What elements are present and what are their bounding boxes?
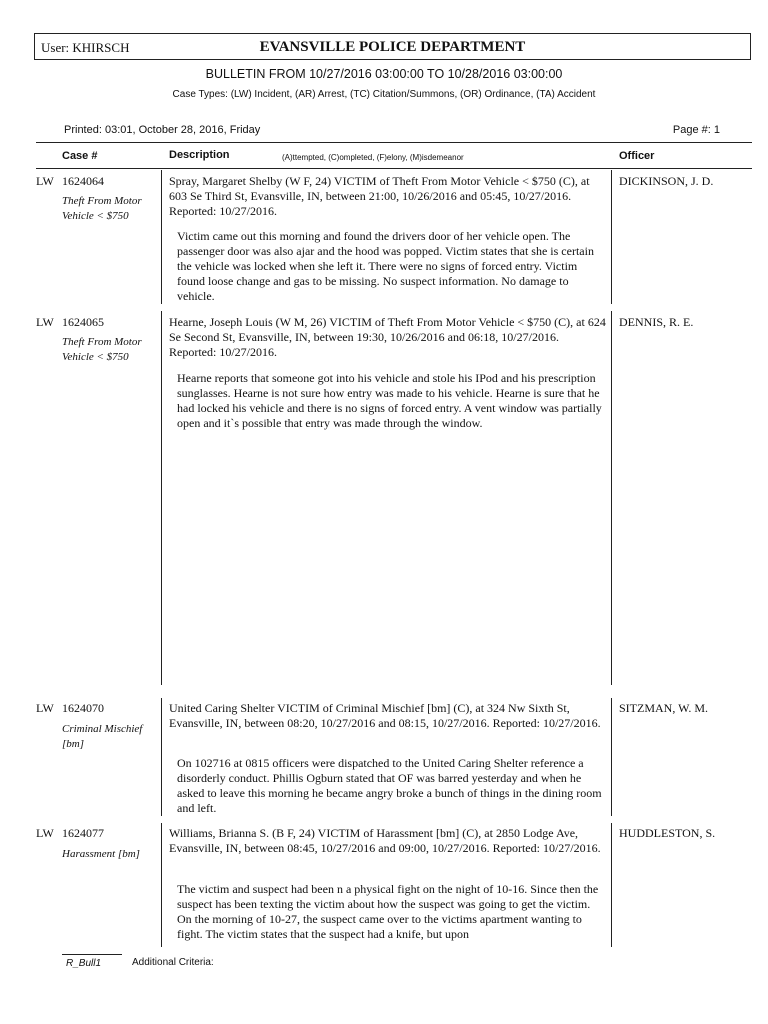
column-header-case: Case # <box>62 150 98 162</box>
divider-left-3 <box>161 698 162 816</box>
record-case-number: 1624064 <box>62 174 104 188</box>
record-offense: Harassment [bm] <box>62 848 140 860</box>
column-header-description: Description <box>169 149 230 161</box>
divider-left-4 <box>161 823 162 947</box>
record-officer: DENNIS, R. E. <box>619 315 694 329</box>
user-label: User: KHIRSCH <box>41 40 130 55</box>
record-case-number: 1624070 <box>62 701 104 715</box>
record-description: Spray, Margaret Shelby (W F, 24) VICTIM of Theft From Motor Vehicle < $750 (C), at 603 Se Third St, Evansville, IN, between 21:00, 10/26/2016 and 05:45, 10/27/2016. Reported: 10/27/2016. <box>169 174 590 218</box>
record-narrative: Victim came out this morning and found the drivers door of her vehicle open. The passenger door was also ajar and the hood was popped. Victim states that she is certain the vehicle was locked when she left it. There were no signs of forced entry. Victim found loose change and gas to be missing. No suspect information. No damage to vehicle. <box>177 229 594 303</box>
record-type: LW <box>36 701 54 715</box>
bulletin-range: BULLETIN FROM 10/27/2016 03:00:00 TO 10/28/2016 03:00:00 <box>205 67 563 81</box>
divider-right-4 <box>611 823 612 947</box>
page-number: Page #: 1 <box>672 124 720 136</box>
record-type: LW <box>36 315 54 329</box>
additional-criteria: Additional Criteria: <box>132 957 214 968</box>
record-officer: DICKINSON, J. D. <box>619 174 714 188</box>
report-header-box <box>34 33 751 60</box>
column-header-officer: Officer <box>619 150 655 162</box>
divider-left-1 <box>161 170 162 304</box>
divider-left-2 <box>161 311 162 685</box>
divider-right-2 <box>611 311 612 685</box>
case-types: Case Types: (LW) Incident, (AR) Arrest, (TC) Citation/Summons, (OR) Ordinance, (TA) Accident <box>172 89 596 100</box>
table-header-rule <box>36 168 752 169</box>
divider-right-1 <box>611 170 612 304</box>
record-officer: SITZMAN, W. M. <box>619 701 709 715</box>
divider-right-3 <box>611 698 612 816</box>
record-offense: Theft From Motor Vehicle < $750 <box>62 336 142 363</box>
record-narrative: Hearne reports that someone got into his vehicle and stole his IPod and his prescription sunglasses. Hearne is not sure how entry was made to his vehicle. Hearne is sure that he had locked his vehicle and there is no signs of forced entry. A vent window was partially open and it`s possible that entry was made through the window. <box>177 371 602 430</box>
record-narrative: On 102716 at 0815 officers were dispatched to the United Caring Shelter reference a disorderly conduct. Phillis Ogburn stated that OF was barred yesterday and when he asked to leave this morning he became angry broke a bunch of things in the dining room and left. <box>177 756 602 815</box>
record-offense: Criminal Mischief [bm] <box>62 723 143 750</box>
column-header-legend: (A)ttempted, (C)ompleted, (F)elony, (M)isdemeanor <box>282 153 464 162</box>
record-type: LW <box>36 174 54 188</box>
record-case-number: 1624077 <box>62 826 104 840</box>
table-top-rule <box>36 142 752 143</box>
report-id: R_Bull1 <box>66 958 102 969</box>
record-offense: Theft From Motor Vehicle < $750 <box>62 195 142 222</box>
department-title: EVANSVILLE POLICE DEPARTMENT <box>259 39 526 55</box>
record-type: LW <box>36 826 54 840</box>
record-narrative: The victim and suspect had been n a physical fight on the night of 10-16. Since then the suspect has been texting the victim about how the suspect was going to get the victim. On the morning of 10-27, the suspect came over to the victims apartment wanting to fight. The victim states that the suspect had a knife, but upon <box>177 882 599 941</box>
record-description: Hearne, Joseph Louis (W M, 26) VICTIM of Theft From Motor Vehicle < $750 (C), at 624 Se Second St, Evansville, IN, between 19:30, 10/26/2016 and 06:18, 10/27/2016. Reported: 10/27/2016. <box>169 315 606 359</box>
record-officer: HUDDLESTON, S. <box>619 826 716 840</box>
printed-timestamp: Printed: 03:01, October 28, 2016, Friday <box>64 124 261 136</box>
record-description: United Caring Shelter VICTIM of Criminal Mischief [bm] (C), at 324 Nw Sixth St, Evansville, IN, between 08:20, 10/27/2016 and 08:15, 10/27/2016. Reported: 10/27/2016. <box>169 701 601 730</box>
record-case-number: 1624065 <box>62 315 104 329</box>
record-description: Williams, Brianna S. (B F, 24) VICTIM of Harassment [bm] (C), at 2850 Lodge Ave, Evansville, IN, between 08:45, 10/27/2016 and 09:00, 10/27/2016. Reported: 10/27/2016. <box>169 826 601 855</box>
footer-rule <box>62 954 122 955</box>
